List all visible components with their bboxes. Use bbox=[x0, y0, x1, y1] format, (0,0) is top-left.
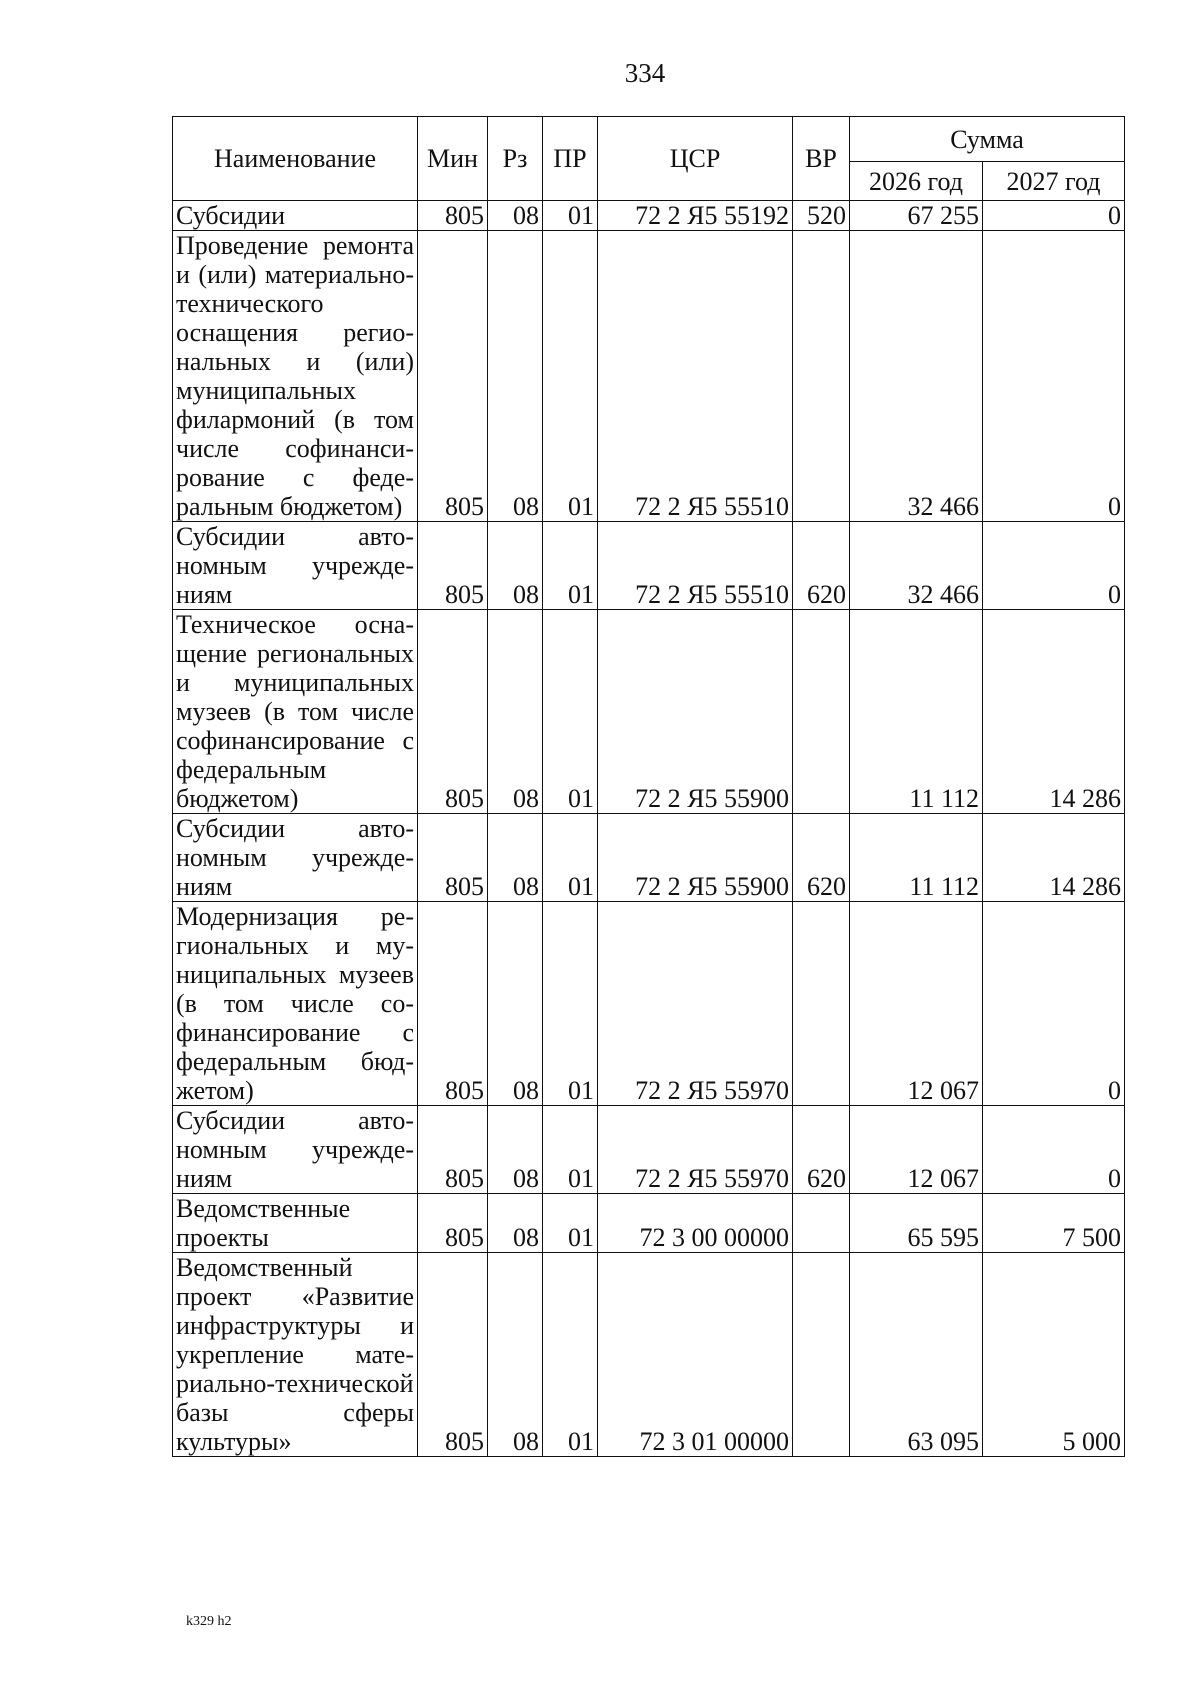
row-pr: 01 bbox=[543, 522, 598, 610]
header-year-2027: 2027 год bbox=[983, 162, 1125, 201]
row-sum-2026: 12 067 bbox=[850, 902, 983, 1106]
row-name: Ведомственные проекты bbox=[173, 1194, 418, 1253]
row-name: Модернизация региональных и муниципальных музеев (в том числе софинансирование с федеральным бюджетом) bbox=[173, 902, 418, 1106]
row-pr: 01 bbox=[543, 1194, 598, 1253]
footer-code: k329 h2 bbox=[186, 1614, 232, 1629]
row-rz: 08 bbox=[488, 814, 543, 902]
row-csr: 72 2 Я5 55900 bbox=[598, 610, 793, 814]
header-sum: Сумма bbox=[850, 117, 1125, 162]
row-name: Техническое оснащение региональных и муниципальных музеев (в том числе софинансирование с федеральным бюджетом) bbox=[173, 610, 418, 814]
row-vr bbox=[793, 902, 850, 1106]
row-pr: 01 bbox=[543, 814, 598, 902]
row-name: Субсидии автономным учреждениям bbox=[173, 1106, 418, 1194]
row-sum-2027: 7 500 bbox=[983, 1194, 1125, 1253]
header-rz: Рз bbox=[488, 117, 543, 201]
row-sum-2027: 14 286 bbox=[983, 814, 1125, 902]
header-pr: ПР bbox=[543, 117, 598, 201]
row-vr: 620 bbox=[793, 814, 850, 902]
table-row bbox=[173, 1194, 1125, 1253]
page-number: 334 bbox=[624, 58, 666, 88]
row-sum-2026: 32 466 bbox=[850, 231, 983, 522]
row-rz: 08 bbox=[488, 522, 543, 610]
table-row bbox=[173, 1106, 1125, 1194]
row-min: 805 bbox=[418, 522, 488, 610]
row-sum-2026: 12 067 bbox=[850, 1106, 983, 1194]
row-pr: 01 bbox=[543, 1106, 598, 1194]
table-row bbox=[173, 902, 1125, 1106]
row-pr: 01 bbox=[543, 201, 598, 231]
row-name: Субсидии автономным учреждениям bbox=[173, 814, 418, 902]
row-name: Ведомственный проект «Развитие инфраструктуры и укрепление материально-технической базы сферы культуры» bbox=[173, 1253, 418, 1457]
row-rz: 08 bbox=[488, 1194, 543, 1253]
row-sum-2026: 11 112 bbox=[850, 610, 983, 814]
row-pr: 01 bbox=[543, 1253, 598, 1457]
row-sum-2027: 0 bbox=[983, 231, 1125, 522]
row-sum-2027: 0 bbox=[983, 1106, 1125, 1194]
row-pr: 01 bbox=[543, 902, 598, 1106]
row-csr: 72 3 00 00000 bbox=[598, 1194, 793, 1253]
row-min: 805 bbox=[418, 1106, 488, 1194]
table-row bbox=[173, 1253, 1125, 1457]
table-row bbox=[173, 522, 1125, 610]
header-vr: ВР bbox=[793, 117, 850, 201]
header-name: Наименование bbox=[173, 117, 418, 201]
row-sum-2026: 11 112 bbox=[850, 814, 983, 902]
row-vr bbox=[793, 1253, 850, 1457]
row-name: Проведение ремонта и (или) материально-технического оснащения региональных и (или) муниципальных филармоний (в том числе софинансирование с федеральным бюджетом) bbox=[173, 231, 418, 522]
row-rz: 08 bbox=[488, 1106, 543, 1194]
row-vr: 520 bbox=[793, 201, 850, 231]
row-min: 805 bbox=[418, 231, 488, 522]
row-sum-2026: 63 095 bbox=[850, 1253, 983, 1457]
row-csr: 72 2 Я5 55510 bbox=[598, 231, 793, 522]
row-csr: 72 2 Я5 55970 bbox=[598, 902, 793, 1106]
table-row bbox=[173, 201, 1125, 231]
row-vr bbox=[793, 1194, 850, 1253]
header-csr: ЦСР bbox=[598, 117, 793, 201]
table-row bbox=[173, 231, 1125, 522]
row-sum-2026: 67 255 bbox=[850, 201, 983, 231]
row-name: Субсидии bbox=[173, 201, 418, 231]
row-csr: 72 2 Я5 55900 bbox=[598, 814, 793, 902]
table-body bbox=[173, 201, 1125, 1457]
row-min: 805 bbox=[418, 902, 488, 1106]
row-min: 805 bbox=[418, 1253, 488, 1457]
row-vr bbox=[793, 610, 850, 814]
row-min: 805 bbox=[418, 1194, 488, 1253]
row-sum-2026: 65 595 bbox=[850, 1194, 983, 1253]
row-min: 805 bbox=[418, 201, 488, 231]
row-csr: 72 2 Я5 55510 bbox=[598, 522, 793, 610]
row-rz: 08 bbox=[488, 201, 543, 231]
row-csr: 72 2 Я5 55970 bbox=[598, 1106, 793, 1194]
row-csr: 72 2 Я5 55192 bbox=[598, 201, 793, 231]
row-pr: 01 bbox=[543, 231, 598, 522]
header-year-2026: 2026 год bbox=[850, 162, 983, 201]
row-sum-2027: 0 bbox=[983, 201, 1125, 231]
row-name: Субсидии автономным учреждениям bbox=[173, 522, 418, 610]
row-sum-2027: 0 bbox=[983, 522, 1125, 610]
row-min: 805 bbox=[418, 610, 488, 814]
row-pr: 01 bbox=[543, 610, 598, 814]
row-sum-2026: 32 466 bbox=[850, 522, 983, 610]
row-min: 805 bbox=[418, 814, 488, 902]
budget-table bbox=[172, 116, 1125, 1457]
row-sum-2027: 14 286 bbox=[983, 610, 1125, 814]
row-rz: 08 bbox=[488, 610, 543, 814]
row-sum-2027: 0 bbox=[983, 902, 1125, 1106]
row-rz: 08 bbox=[488, 231, 543, 522]
row-rz: 08 bbox=[488, 902, 543, 1106]
row-csr: 72 3 01 00000 bbox=[598, 1253, 793, 1457]
row-vr: 620 bbox=[793, 1106, 850, 1194]
row-vr bbox=[793, 231, 850, 522]
row-vr: 620 bbox=[793, 522, 850, 610]
table-row bbox=[173, 610, 1125, 814]
header-min: Мин bbox=[418, 117, 488, 201]
row-sum-2027: 5 000 bbox=[983, 1253, 1125, 1457]
row-rz: 08 bbox=[488, 1253, 543, 1457]
table-row bbox=[173, 814, 1125, 902]
